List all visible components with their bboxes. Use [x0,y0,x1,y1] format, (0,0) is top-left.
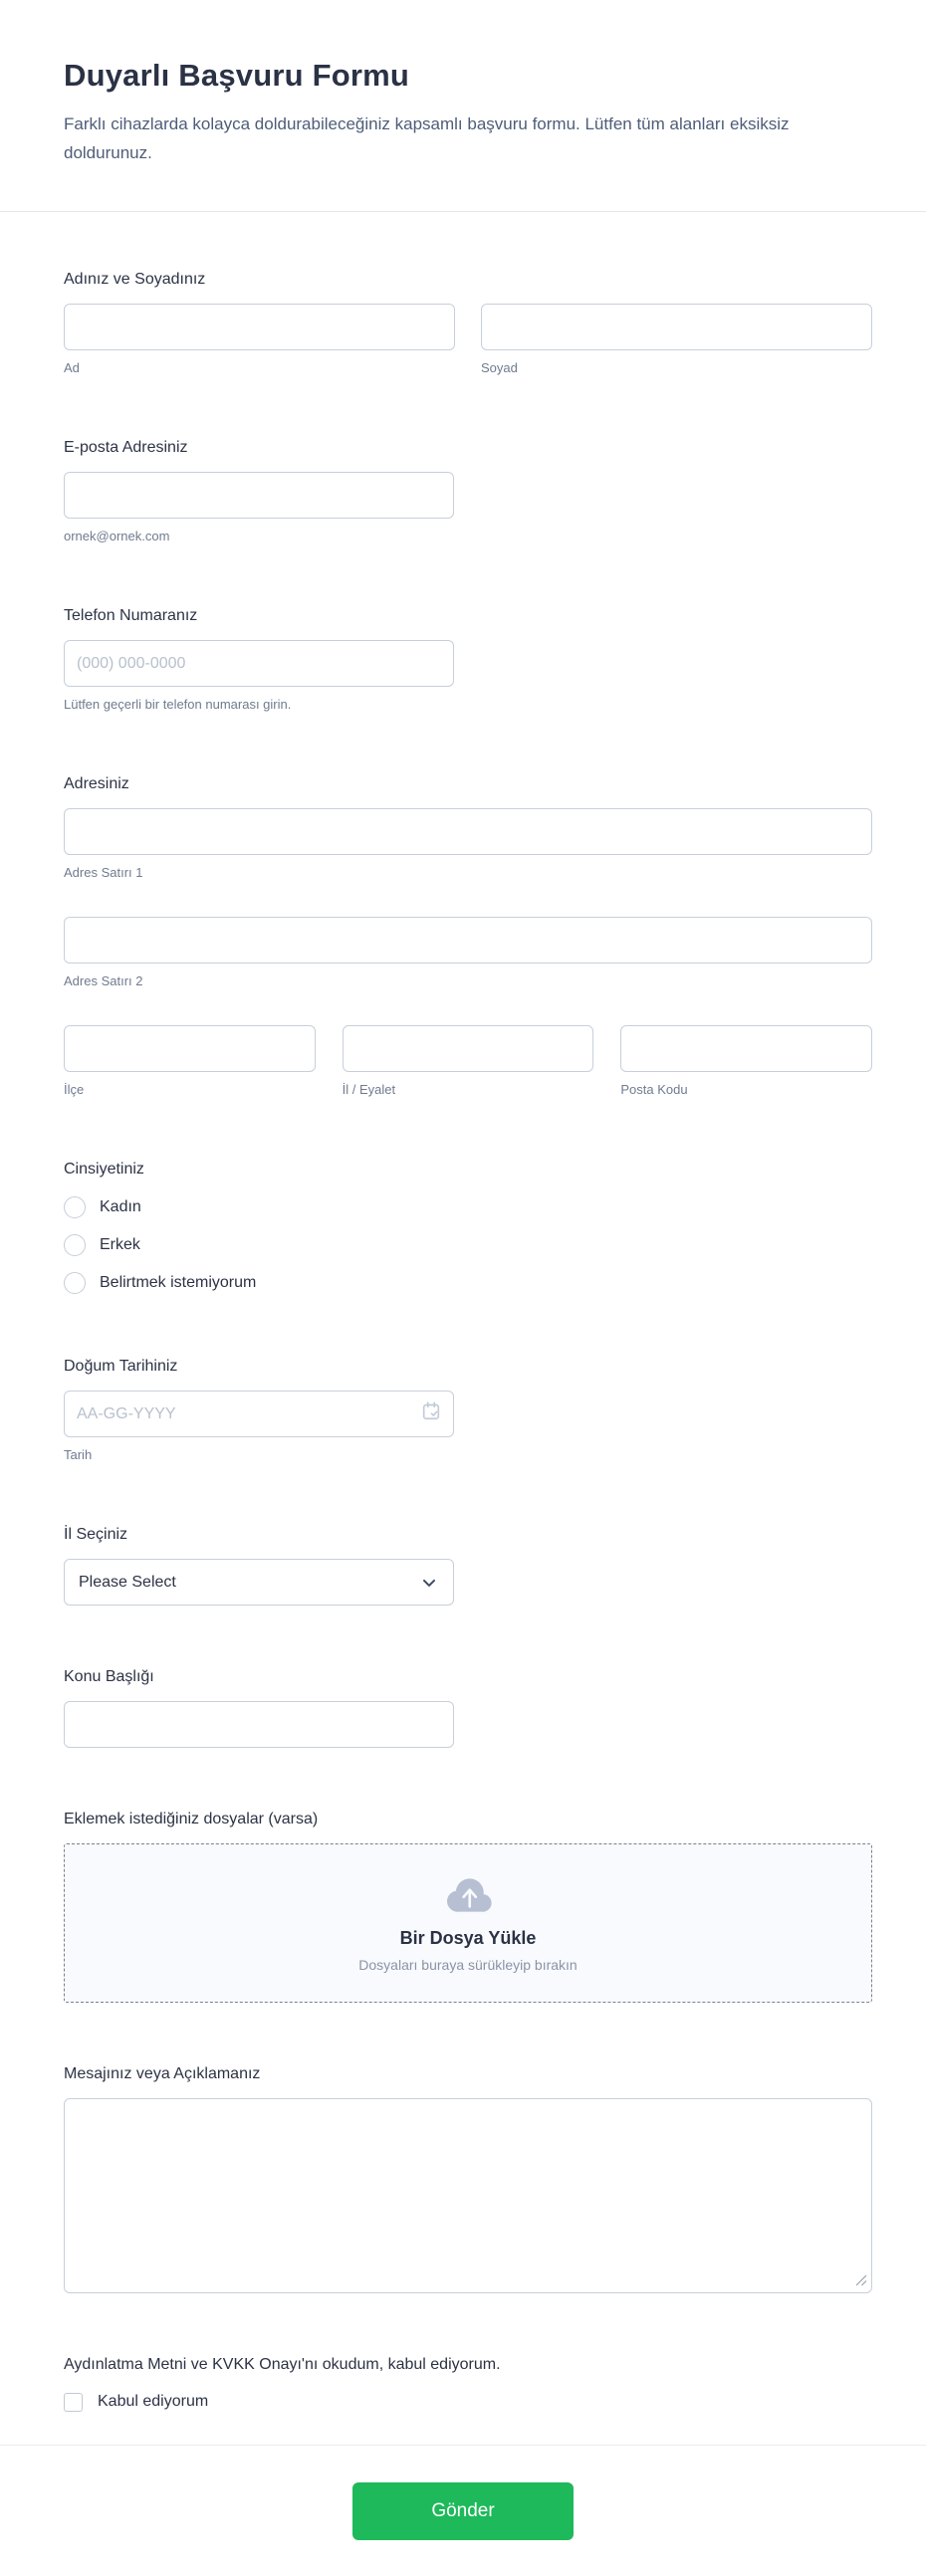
province-label: İl Seçiniz [64,1526,128,1543]
file-upload-dropzone[interactable] [64,1843,872,2003]
question-address [64,774,872,1098]
first-name-input[interactable] [64,304,455,350]
question-file-upload [64,1810,872,2003]
province-selected-value: Please Select [79,1573,176,1591]
address-city-input[interactable] [64,1025,316,1072]
province-select[interactable] [64,1559,454,1606]
consent-checkbox-label: Kabul ediyorum [98,2393,209,2410]
upload-button-text: Bir Dosya Yükle [399,1927,537,1948]
message-textarea-wrap [64,2098,872,2293]
upload-label: Eklemek istediğiniz dosyalar (varsa) [64,1811,319,1827]
gender-option-label: Erkek [100,1236,140,1253]
address-city-sublabel: İlçe [64,1082,85,1097]
phone-label: Telefon Numaranız [64,607,198,624]
submit-button[interactable]: Gönder [352,2482,574,2540]
question-phone [64,606,872,713]
form-subtitle: Farklı cihazlarda kolayca doldurabileceğiniz kapsamlı başvuru formu. Lütfen tüm alanları eksiksiz doldurunuz. [64,114,790,162]
question-message [64,2064,872,2293]
form-body [0,212,926,2413]
gender-option-label: Kadın [100,1198,141,1215]
email-input[interactable] [64,472,454,519]
email-sublabel: ornek@ornek.com [64,529,170,543]
question-birthdate [64,1357,872,1463]
consent-checkbox-row[interactable] [64,2391,872,2413]
gender-label: Cinsiyetiniz [64,1161,144,1178]
address-postal-sublabel: Posta Kodu [620,1082,688,1097]
question-province [64,1525,872,1606]
address-line1-input[interactable] [64,808,872,855]
birthdate-input[interactable] [64,1391,454,1437]
first-name-sublabel: Ad [64,360,80,375]
question-consent [64,2355,872,2413]
form-header [0,0,926,167]
name-label: Adınız ve Soyadınız [64,271,206,288]
question-subject [64,1667,872,1748]
checkbox-icon[interactable] [64,2393,83,2412]
radio-icon[interactable] [64,1272,86,1294]
gender-option-erkek[interactable] [64,1233,872,1257]
address-line2-input[interactable] [64,917,872,964]
gender-option-belirtmek-istemiyorum[interactable] [64,1271,872,1295]
birthdate-sublabel: Tarih [64,1447,93,1462]
address-state-input[interactable] [343,1025,594,1072]
message-textarea[interactable] [64,2098,872,2293]
gender-option-label: Belirtmek istemiyorum [100,1274,257,1291]
cloud-upload-icon [440,1874,496,1916]
birthdate-input-wrap [64,1391,454,1437]
last-name-input[interactable] [481,304,872,350]
address-state-sublabel: İl / Eyalet [342,1082,396,1097]
calendar-icon[interactable] [420,1399,442,1421]
question-full-name [64,270,872,376]
subject-label: Konu Başlığı [64,1668,154,1685]
birthdate-label: Doğum Tarihiniz [64,1358,178,1375]
chevron-down-icon [419,1573,439,1593]
upload-hint: Dosyaları buraya sürükleyip bırakın [358,1956,578,1973]
phone-sublabel: Lütfen geçerli bir telefon numarası girin. [64,697,292,712]
consent-label: Aydınlatma Metni ve KVKK Onayı'nı okudum, kabul ediyorum. [64,2356,501,2373]
address-line2-sublabel: Adres Satırı 2 [64,973,143,988]
address-postal-input[interactable] [620,1025,872,1072]
address-line1-sublabel: Adres Satırı 1 [64,865,143,880]
address-label: Adresiniz [64,775,129,792]
phone-input[interactable] [64,640,454,687]
gender-option-kadin[interactable] [64,1195,872,1219]
message-label: Mesajınız veya Açıklamanız [64,2065,261,2082]
radio-icon[interactable] [64,1234,86,1256]
email-label: E-posta Adresiniz [64,439,188,456]
subject-input[interactable] [64,1701,454,1748]
radio-icon[interactable] [64,1196,86,1218]
question-email [64,438,872,544]
gender-radio-group [64,1195,872,1295]
submit-area [0,2446,926,2540]
question-gender [64,1160,872,1295]
form-title: Duyarlı Başvuru Formu [64,58,410,93]
last-name-sublabel: Soyad [481,360,518,375]
